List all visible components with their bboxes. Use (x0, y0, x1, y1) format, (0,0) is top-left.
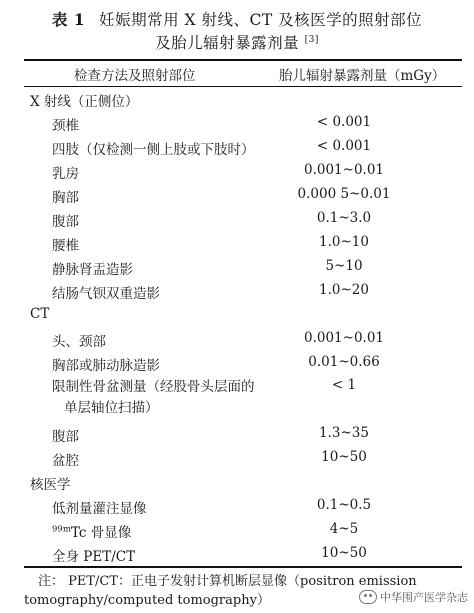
watermark: 中华围产医学杂志 (359, 589, 468, 605)
table-header (24, 62, 462, 86)
header-dose: 胎儿辐射暴露剂量（mGy） (279, 68, 446, 84)
bottom-rule (24, 566, 462, 568)
reference-mark: [3] (304, 34, 319, 45)
title-line-1: 表 1 妊娠期常用 X 射线、CT 及核医学的照射部位 (51, 10, 423, 29)
header-method: 检查方法及照射部位 (74, 68, 196, 84)
wechat-icon (359, 590, 377, 604)
top-rule (24, 59, 462, 61)
table-note: 注： PET/CT：正电子发射计算机断层显像（positron emission tomography/computed tomography） (24, 574, 417, 608)
table-number: 表 1 (51, 10, 86, 29)
title-line-2: 及胎儿辐射暴露剂量 [3] (155, 34, 319, 52)
table-title (0, 8, 474, 55)
header-rule (24, 86, 462, 87)
